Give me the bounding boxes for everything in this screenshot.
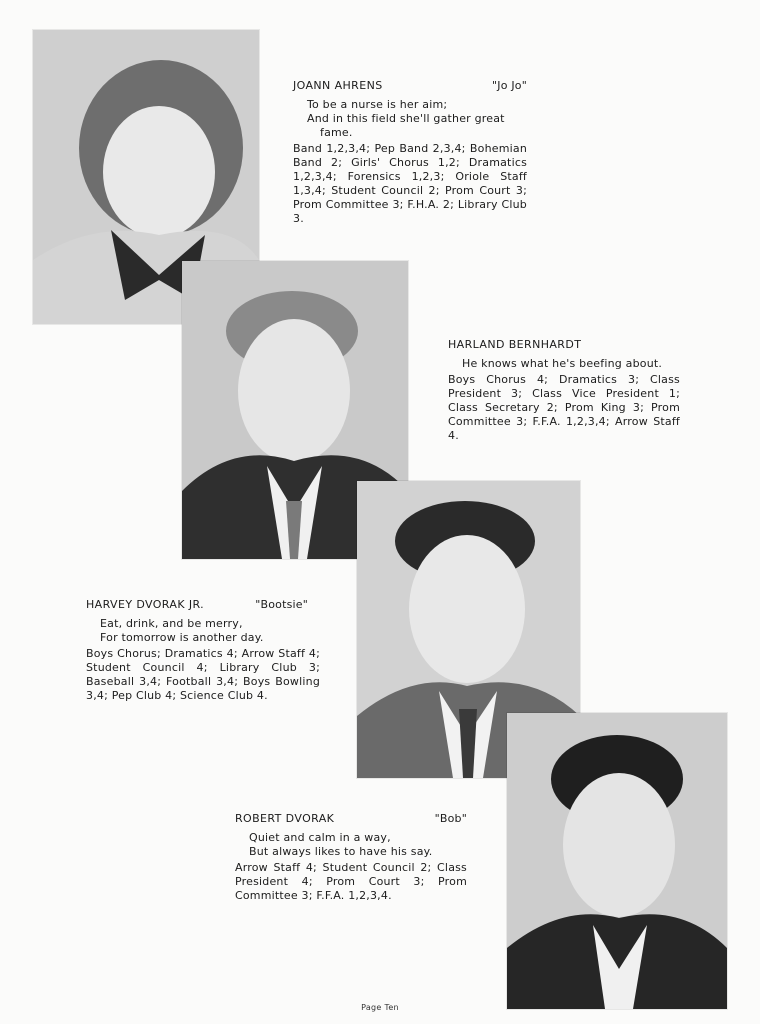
student-motto (235, 831, 467, 859)
student-activities: Boys Chorus 4; Dramatics 3; Class President 3; Class Vice President 1; Class Secretary 2; Prom King 3; Prom Committee 3; F.F.A. 1,2,3,4; Arrow Staff 4. (448, 373, 680, 442)
student-entry-harvey-dvorak-jr (86, 598, 320, 703)
student-name: HARLAND BERNHARDT (448, 338, 582, 351)
student-activities: Band 1,2,3,4; Pep Band 2,3,4; Bohemian Band 2; Girls' Chorus 1,2; Dramatics 1,2,3,4; Forensics 1,2,3; Oriole Staff 1,3,4; Student Council 2; Prom Court 3; Prom Committee 3; F.H.A. 2; Library Club 3. (293, 142, 527, 225)
student-motto (448, 357, 680, 371)
motto-line: Eat, drink, and be merry, (100, 617, 243, 630)
motto-line: fame. (320, 126, 353, 139)
page-footer: Page Ten (361, 1003, 399, 1012)
motto-line: And in this field she'll gather great (307, 112, 505, 125)
student-name: JOANN AHRENS (293, 79, 383, 92)
student-entry-harland-bernhardt (448, 338, 680, 443)
motto-line: For tomorrow is another day. (100, 631, 264, 644)
motto-line: He knows what he's beefing about. (462, 357, 663, 370)
motto-line: But always likes to have his say. (249, 845, 433, 858)
student-name: HARVEY DVORAK JR. (86, 598, 205, 611)
student-nickname: "Bootsie" (255, 598, 308, 611)
student-activities: Boys Chorus; Dramatics 4; Arrow Staff 4; Student Council 4; Library Club 3; Baseball 3,4; Football 3,4; Boys Bowling 3,4; Pep Club 4; Science Club 4. (86, 647, 320, 702)
student-entry-joann-ahrens (293, 79, 527, 226)
student-activities: Arrow Staff 4; Student Council 2; Class President 4; Prom Court 3; Prom Committee 3; F.F.A. 1,2,3,4. (235, 861, 467, 902)
student-name: ROBERT DVORAK (235, 812, 335, 825)
student-motto (86, 617, 320, 645)
student-nickname: "Bob" (434, 812, 467, 825)
student-nickname: "Jo Jo" (492, 79, 527, 92)
portrait-robert-dvorak (507, 713, 727, 1009)
motto-line: To be a nurse is her aim; (307, 98, 448, 111)
motto-line: Quiet and calm in a way, (249, 831, 391, 844)
student-motto (293, 98, 527, 140)
student-entry-robert-dvorak (235, 812, 467, 903)
